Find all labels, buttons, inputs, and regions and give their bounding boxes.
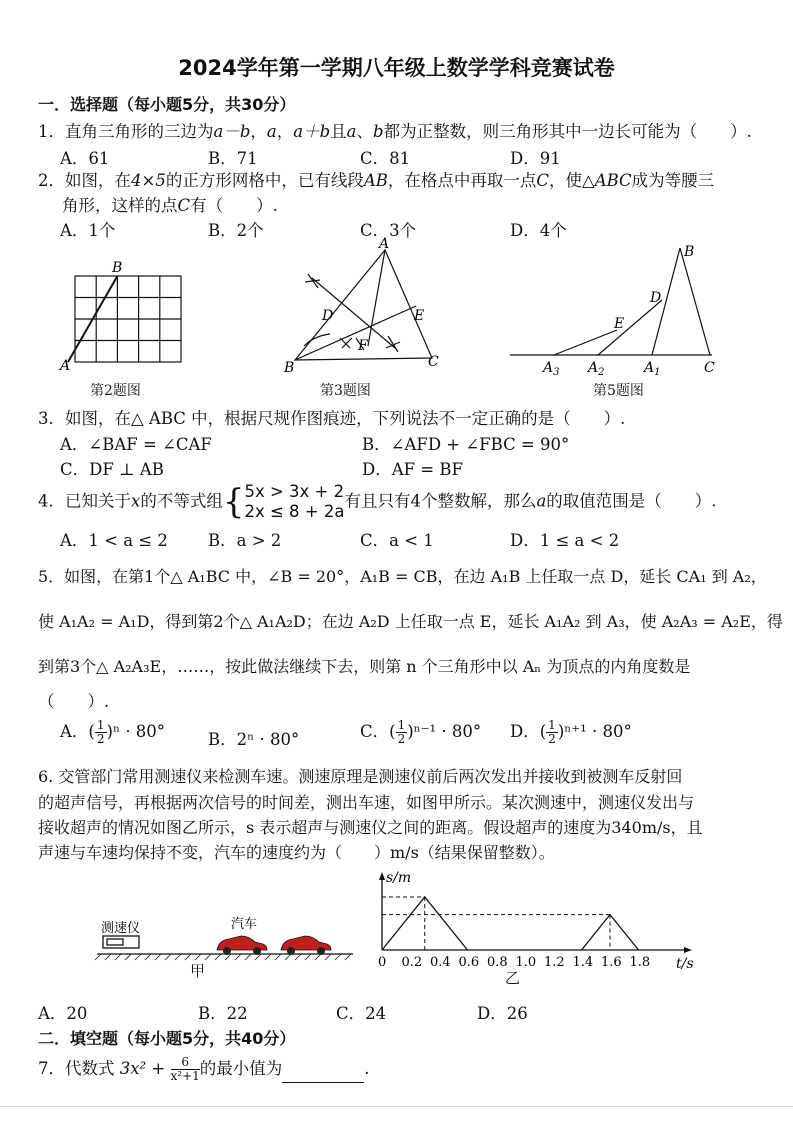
question-5-line-1: 5．如图，在第1个△ A₁BC 中，∠B = 20°，A₁B = CB，在边 A₁B 上任取一点 D，延长 CA₁ 到 A₂， bbox=[38, 567, 767, 586]
q5-option-d: D．( $\frac{1}{2}$ )ⁿ⁺¹ · 80° bbox=[510, 718, 632, 746]
q1-option-d: D．91 bbox=[510, 149, 561, 168]
x-tick-label: 1.6 bbox=[601, 955, 622, 970]
q3-option-c: C．DF ⊥ AB bbox=[60, 460, 164, 479]
q4-option-b: B．a > 2 bbox=[208, 531, 282, 550]
fig5-label-c: C bbox=[704, 360, 715, 376]
figure-6-jia bbox=[95, 912, 360, 982]
q1-option-b: B．71 bbox=[208, 149, 258, 168]
fig3-label-b: B bbox=[284, 360, 295, 376]
fig3-label-e: E bbox=[414, 308, 425, 324]
question-5-line-4: （ ）. bbox=[38, 692, 110, 711]
x-tick-label: 0.4 bbox=[430, 955, 451, 970]
q2-option-b: B．2个 bbox=[208, 221, 264, 240]
x-tick-label: 0 bbox=[378, 955, 387, 970]
x-axis-label: t/s bbox=[676, 956, 694, 972]
figure-5-caption: 第5题图 bbox=[593, 383, 644, 399]
q1-option-a: A．61 bbox=[60, 149, 110, 168]
q3-option-b: B．∠AFD + ∠FBC = 90° bbox=[362, 435, 570, 454]
figure-6-yi-chart bbox=[370, 868, 700, 988]
x-tick-label: 1.2 bbox=[544, 955, 565, 970]
question-5-line-2: 使 A₁A₂ = A₁D，得到第2个△ A₁A₂D；在边 A₂D 上任取一点 E，延长 A₁A₂ 到 A₃，使 A₂A₃ = A₂E，得 bbox=[38, 612, 783, 631]
fig2-label-b: B bbox=[112, 260, 123, 276]
answer-blank[interactable] bbox=[282, 1066, 364, 1083]
x-tick-label: 0.6 bbox=[458, 955, 480, 970]
fig3-label-a: A bbox=[379, 236, 390, 252]
q2-option-d: D．4个 bbox=[510, 221, 567, 240]
fig5-label-d: D bbox=[650, 290, 662, 306]
fig5-label-a1: $A_1$ bbox=[644, 360, 661, 378]
question-6-line-2: 的超声信号，再根据两次信号的时间差，测出车速，如图甲所示。某次测速中，测速仪发出与 bbox=[38, 793, 695, 812]
car-label: 汽车 bbox=[231, 917, 258, 932]
x-tick-label: 1.4 bbox=[572, 955, 594, 970]
fig3-label-c: C bbox=[428, 354, 439, 370]
fig3-label-d: D bbox=[322, 308, 334, 324]
figure-6-yi-caption: 乙 bbox=[505, 969, 521, 987]
x-tick-label: 1.0 bbox=[515, 955, 537, 970]
x-tick-label: 0.8 bbox=[487, 955, 508, 970]
section-heading-choice: 一．选择题（每小题5分，共30分） bbox=[38, 95, 296, 114]
x-tick-label: 1.8 bbox=[629, 955, 651, 970]
question-6-line-4: 声速与车速均保持不变，汽车的速度约为（ ）m/s（结果保留整数）。 bbox=[38, 843, 555, 862]
page-divider bbox=[0, 1106, 793, 1107]
figure-3-caption: 第3题图 bbox=[320, 383, 371, 399]
q3-option-a: A．∠BAF = ∠CAF bbox=[60, 435, 212, 454]
figure-3-triangle bbox=[280, 238, 450, 378]
q3-option-d: D．AF = BF bbox=[362, 460, 463, 479]
fig3-label-f: F bbox=[358, 338, 368, 354]
question-6-line-3: 接收超声的情况如图乙所示，s 表示超声与测速仪之间的距离。假设超声的速度为340m/s，且 bbox=[38, 818, 703, 837]
question-5-line-3: 到第3个△ A₂A₃E，……，按此做法继续下去，则第 n 个三角形中以 Aₙ 为顶点的内角度数是 bbox=[38, 657, 691, 676]
q5-option-c: C．( $\frac{1}{2}$ )ⁿ⁻¹ · 80° bbox=[360, 718, 482, 746]
x-tick-label: 0.2 bbox=[401, 955, 423, 970]
fig5-label-a3: $A_3$ bbox=[543, 360, 560, 378]
question-4: 4．已知关于x的不等式组{ 5x > 3x + 2 2x ≤ 8 + 2a 有且只有4个整数解，那么a的取值范围是（ ）. bbox=[38, 482, 717, 522]
figure-5-triangles bbox=[510, 240, 730, 380]
device-label: 测速仪 bbox=[101, 921, 141, 936]
page-title: 2024学年第一学期八年级上数学学科竞赛试卷 bbox=[178, 56, 615, 80]
q1-option-c: C．81 bbox=[360, 149, 411, 168]
car-icon bbox=[281, 936, 331, 955]
figure-6-jia-caption: 甲 bbox=[190, 962, 206, 980]
car-icon bbox=[217, 936, 267, 955]
q6-option-c: C．24 bbox=[336, 1004, 387, 1023]
q2-option-c: C．3个 bbox=[360, 221, 417, 240]
q6-option-b: B．22 bbox=[198, 1004, 248, 1023]
q5-option-b: B．2ⁿ · 80° bbox=[208, 730, 300, 749]
q5-option-a: A．( $\frac{1}{2}$ )ⁿ · 80° bbox=[60, 718, 166, 746]
question-6-line-1: 6. 交管部门常用测速仪来检测车速。测速原理是测速仪前后两次发出并接收到被测车反射回 bbox=[38, 767, 683, 786]
fig5-label-e: E bbox=[614, 316, 625, 332]
q4-option-c: C．a < 1 bbox=[360, 531, 434, 550]
question-2-line-2: 角形，这样的点C有（ ）. bbox=[62, 196, 278, 215]
fig5-label-a2: $A_2$ bbox=[588, 360, 605, 378]
fig2-label-a: A bbox=[60, 358, 71, 374]
q6-option-a: A．20 bbox=[38, 1004, 88, 1023]
q4-option-d: D．1 ≤ a < 2 bbox=[510, 531, 620, 550]
question-7: 7．代数式 3x² + $\frac{6}{\text{x²+1}}$ 的最小值为 . bbox=[38, 1055, 370, 1083]
y-axis-label: s/m bbox=[386, 870, 412, 886]
question-1: 1．直角三角形的三边为a－b，a，a＋b且a、b都为正整数，则三角形其中一边长可能为（ ）. bbox=[38, 122, 752, 141]
question-3: 3．如图，在△ ABC 中，根据尺规作图痕迹，下列说法不一定正确的是（ ）. bbox=[38, 409, 626, 428]
figure-2-grid bbox=[60, 258, 190, 378]
q2-option-a: A．1个 bbox=[60, 221, 116, 240]
fig5-label-b: B bbox=[684, 244, 695, 260]
q6-option-d: D．26 bbox=[477, 1004, 528, 1023]
question-2-line-1: 2．如图，在4×5的正方形网格中，已有线段AB，在格点中再取一点C，使△ABC成为等腰三 bbox=[38, 171, 715, 190]
q4-option-a: A．1 < a ≤ 2 bbox=[60, 531, 168, 550]
section-heading-fill: 二．填空题（每小题5分，共40分） bbox=[38, 1029, 296, 1048]
figure-2-caption: 第2题图 bbox=[90, 383, 141, 399]
